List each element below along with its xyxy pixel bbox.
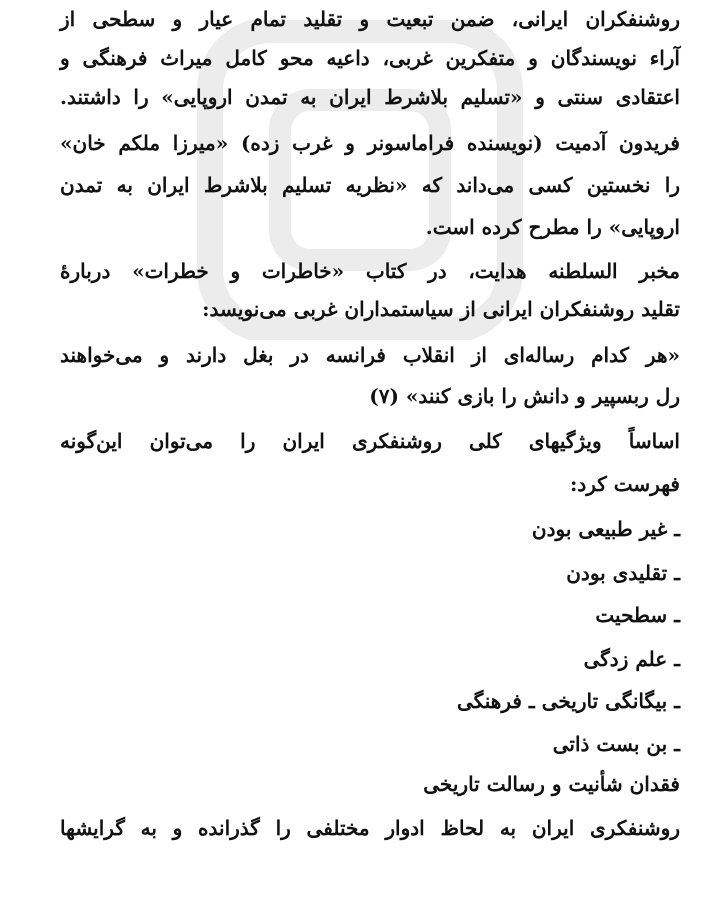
list-item: ـ علم زدگی [583,647,680,671]
text-line: فریدون آدمیت (نویسنده فراماسونر و غرب زده) «میرزا ملکم خان» [60,131,680,155]
list-item: ـ تقلیدی بودن [566,561,680,585]
list-item: فقدان شأنیت و رسالت تاریخی [423,772,680,796]
list-item: ـ بیگانگی تاریخی ـ فرهنگی [457,689,680,713]
text-line: روشنفکران ایرانی، ضمن تبعیت و تقلید تمام عیار و سطحی از [60,7,680,31]
text-line: تقلید روشنفکران ایرانی از سیاستمداران غربی می‌نویسد: [202,297,680,321]
quote-line: رل ربسپیر و دانش را بازی کنند» (۷) [369,384,680,408]
text-line: آراء نویسندگان و متفکرین غربی، داعیه محو کامل میراث فرهنگی و [60,46,680,70]
list-item: ـ سطحیت [595,603,680,627]
text-line: فهرست کرد: [569,472,680,496]
text-line: روشنفکری ایران به لحاظ ادوار مختلفی را گذرانده و به گرایشها [60,816,680,840]
text-line: اساساً ویژگیهای کلی روشنفکری ایران را می‌توان این‌گونه [60,429,680,453]
text-line: را نخستین کسی می‌داند که «نظریه تسلیم بلاشرط ایران به تمدن [60,173,680,197]
text-line: اروپایی» را مطرح کرده است. [425,215,680,239]
text-line: مخبر السلطنه هدایت، در کتاب «خاطرات و خطرات» دربارهٔ [60,259,680,283]
text-line: اعتقادی سنتی و «تسلیم بلاشرط ایران به تمدن اروپایی» را داشتند. [60,85,680,109]
list-item: ـ غیر طبیعی بودن [531,517,680,541]
list-item: ـ بن بست ذاتی [552,732,680,756]
quote-line: «هر کدام رساله‌ای از انقلاب فرانسه در بغل دارند و می‌خواهند [60,343,680,367]
